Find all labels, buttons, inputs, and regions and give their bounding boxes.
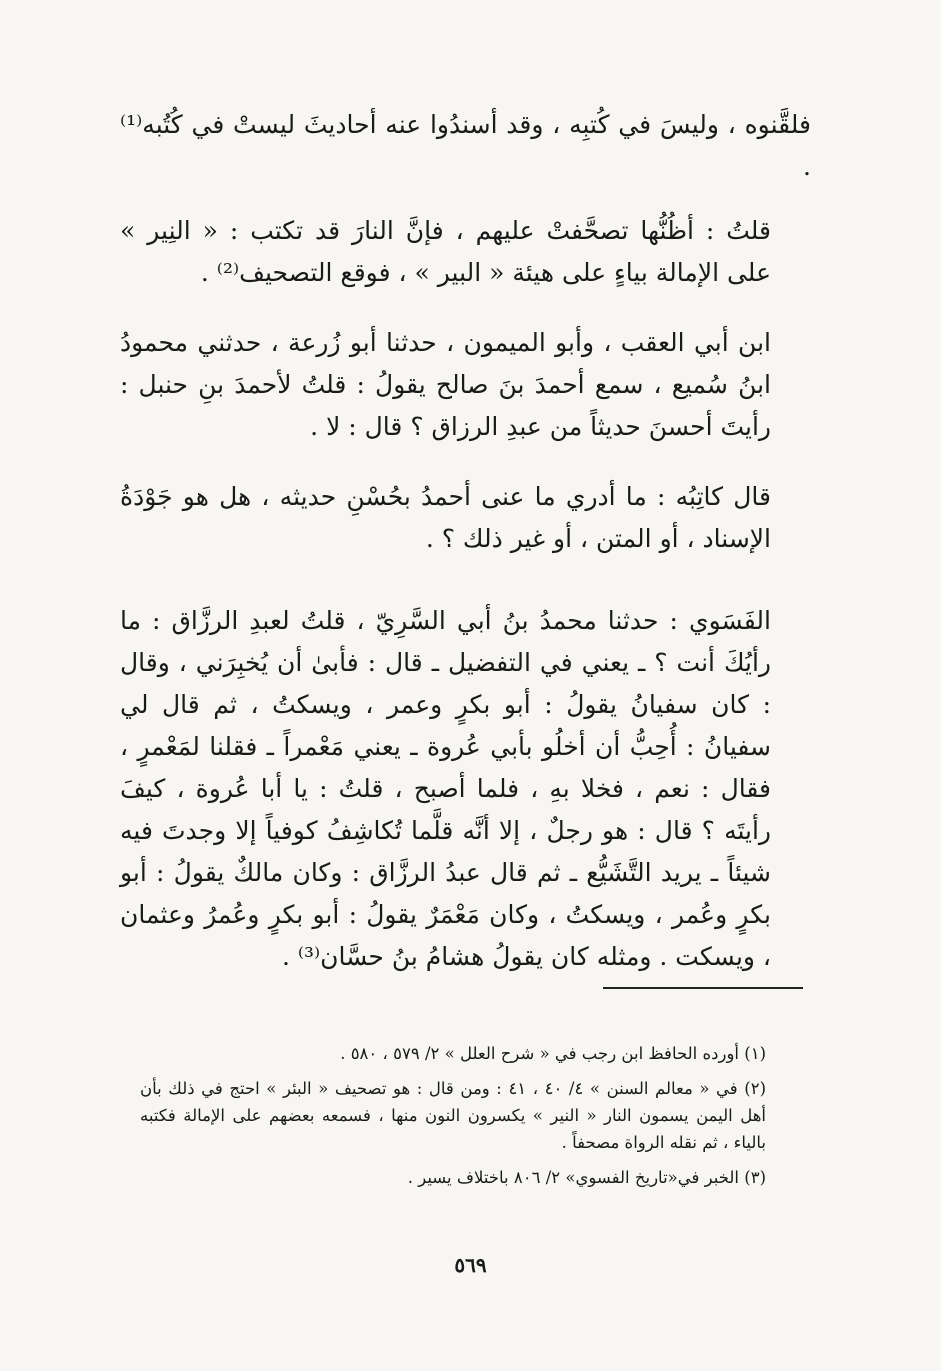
- page-number: ٥٦٩: [454, 1253, 487, 1277]
- paragraph-4: قال كاتِبُه : ما أدري ما عنى أحمدُ بحُسْنِ حديثه ، هل هو جَوْدَةُ الإسناد ، أو المتن ، أو غير ذلك ؟ .: [120, 482, 771, 553]
- paragraph-1: فلقَّنوه ، وليسَ في كُتبِه ، وقد أسندُوا عنه أحاديثَ ليستْ في كُتُبه⁽¹⁾ .: [120, 110, 811, 181]
- paragraph-2: قلتُ : أظُنُّها تصحَّفتْ عليهم ، فإنَّ النارَ قد تكتب : « النِير » على الإمالة بياءٍ على هيئة « البير » ، فوقع التصحيف⁽²⁾ .: [120, 216, 771, 287]
- footnote-1: (١) أورده الحافظ ابن رجب في « شرح العلل » ٢/ ٥٧٩ ، ٥٨٠ .: [340, 1044, 766, 1063]
- footnote-3: (٣) الخبر في«تاريخ الفسوي» ٢/ ٨٠٦ باختلاف يسير .: [407, 1168, 766, 1187]
- main-text: [120, 104, 811, 978]
- footnote-2: (٢) في « معالم السنن » ٤/ ٤٠ ، ٤١ : ومن قال : هو تصحيف « البئر » احتج في ذلك بأن أهل اليمن يسمون النار « النير » يكسرون النون منها ، فسمعه بعضهم على الإمالة فكتبه بالياء ، ثم نقله الرواة مصحفاً .: [140, 1079, 766, 1152]
- footnotes: [140, 1040, 811, 1199]
- footnote-divider: [603, 987, 803, 989]
- paragraph-3: ابن أبي العقب ، وأبو الميمون ، حدثنا أبو زُرعة ، حدثني محمودُ ابنُ سُميع ، سمع أحمدَ بنَ صالح يقولُ : قلتُ لأحمدَ بنِ حنبل : رأيتَ أحسنَ حديثاً من عبدِ الرزاق ؟ قال : لا .: [120, 328, 771, 441]
- paragraph-5: الفَسَوي : حدثنا محمدُ بنُ أبي السَّرِيّ ، قلتُ لعبدِ الرزَّاق : ما رأيُكَ أنت ؟ ـ يعني في التفضيل ـ قال : فأبىٰ أن يُخبِرَني ، وقال : كان سفيانُ يقولُ : أبو بكرٍ وعمر ، ويسكتُ ، ثم قال لي سفيانُ : أُحِبُّ أن أخلُو بأبي عُروة ـ يعني مَعْمراً ـ فقلنا لمَعْمرٍ ، فقال : نعم ، فخلا بهِ ، فلما أصبح ، قلتُ : يا أبا عُروة ، كيفَ رأيتَه ؟ قال : هو رجلٌ ، إلا أنَّه قلَّما تُكاشِفُ كوفياً إلا وجدتَ فيه شيئاً ـ يريد التَّشَيُّع ـ ثم قال عبدُ الرزَّاق : وكان مالكٌ يقولُ : أبو بكرٍ وعُمر ، ويسكتُ ، وكان مَعْمَرٌ يقولُ : أبو بكرٍ وعُمرُ وعثمان ، ويسكت . ومثله كان يقولُ هشامُ بنُ حسَّان⁽³⁾ .: [120, 606, 771, 971]
